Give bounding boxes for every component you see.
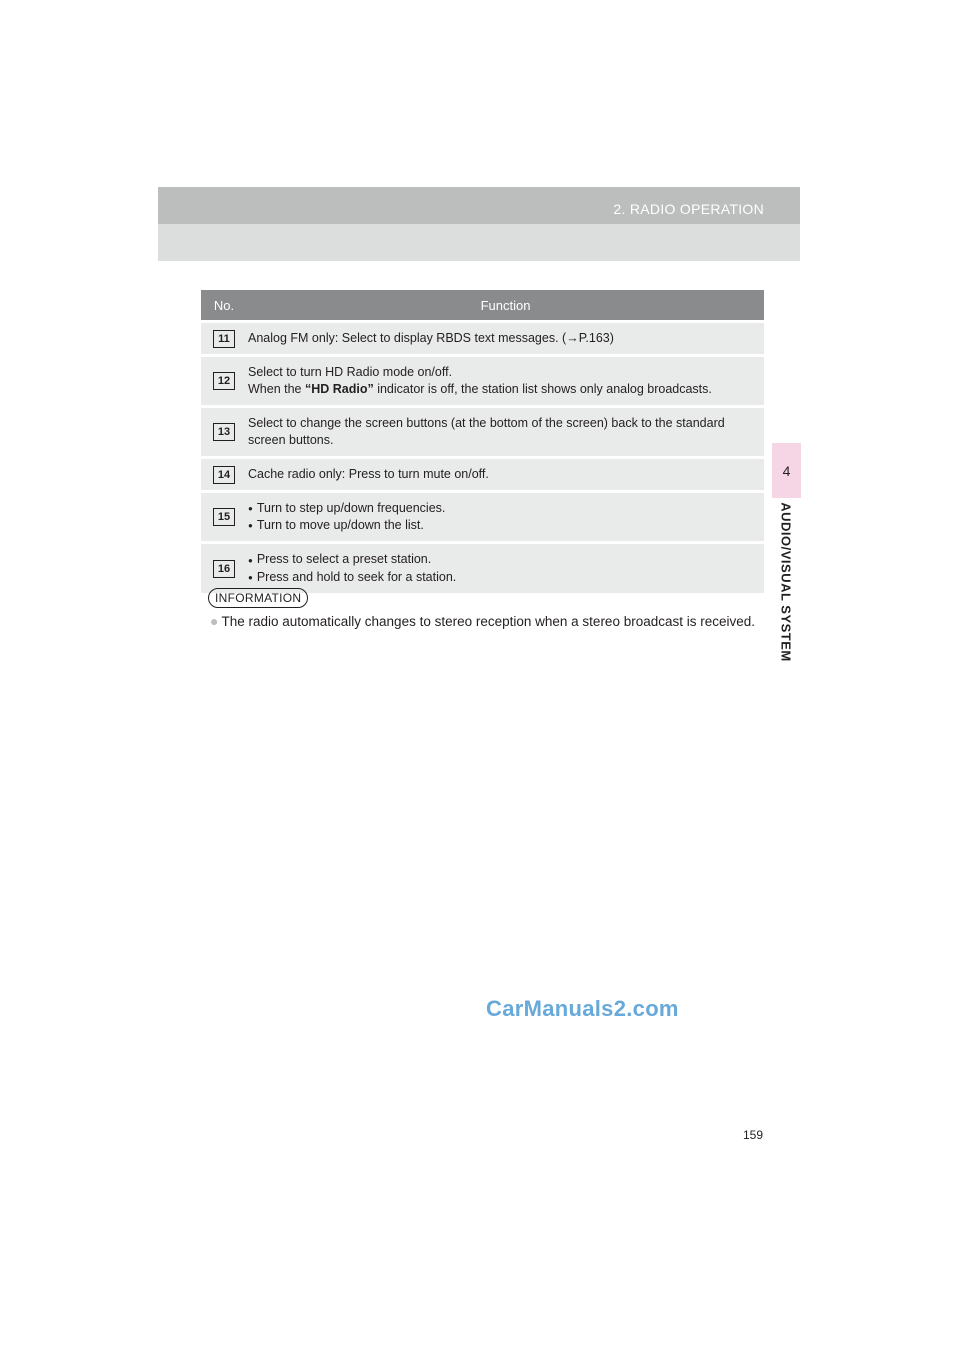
page-number: 159: [743, 1128, 764, 1142]
row-function: Select to change the screen buttons (at the bottom of the screen) back to the standard screen buttons.: [247, 408, 764, 456]
row-number: 11: [213, 330, 235, 348]
row-number: 15: [213, 508, 235, 526]
hd-radio-label: “HD Radio”: [304, 382, 374, 396]
table-row: [201, 459, 764, 490]
chapter-label: AUDIO/VISUAL SYSTEM: [778, 502, 794, 662]
row-line-post: indicator is off, the station list shows only analog broadcasts.: [373, 382, 712, 396]
row-function: [247, 544, 764, 592]
bullet-item: ● Press to select a preset station.: [248, 551, 756, 568]
row-function: Analog FM only: Select to display RBDS text messages. (→P.163): [247, 323, 764, 354]
table-row: [201, 493, 764, 541]
table-header-row: [201, 290, 764, 320]
information-label: INFORMATION: [208, 588, 308, 608]
row-line-pre: When the: [248, 382, 305, 396]
bullet-item: ● Turn to step up/down frequencies.: [248, 500, 756, 517]
table-row: [201, 357, 764, 405]
bullet-item: ● Turn to move up/down the list.: [248, 517, 756, 534]
chapter-number: 4: [782, 462, 791, 479]
row-number: 14: [213, 466, 235, 484]
row-function: [247, 357, 764, 405]
header-function: Function: [247, 290, 764, 320]
function-table: [201, 287, 764, 596]
information-item: [210, 613, 755, 629]
table-row: [201, 408, 764, 456]
information-text: The radio automatically changes to stereo reception when a stereo broadcast is received.: [221, 614, 756, 629]
section-title: 2. RADIO OPERATION: [613, 201, 764, 217]
bullet-item: ● Press and hold to seek for a station.: [248, 569, 756, 586]
header-bar: [158, 187, 800, 224]
row-function: [247, 493, 764, 541]
row-number: 16: [213, 560, 235, 578]
table-row: [201, 544, 764, 592]
row-function: Cache radio only: Press to turn mute on/off.: [247, 459, 764, 490]
table-row: [201, 323, 764, 354]
row-number: 13: [213, 423, 235, 441]
row-number: 12: [213, 372, 235, 390]
header-no: No.: [201, 290, 247, 320]
row-line: Select to turn HD Radio mode on/off.: [248, 365, 453, 379]
bullet-icon: ●: [210, 613, 219, 629]
chapter-tab: [772, 443, 801, 498]
header-band: [158, 187, 800, 261]
watermark: CarManuals2.com: [486, 996, 679, 1021]
